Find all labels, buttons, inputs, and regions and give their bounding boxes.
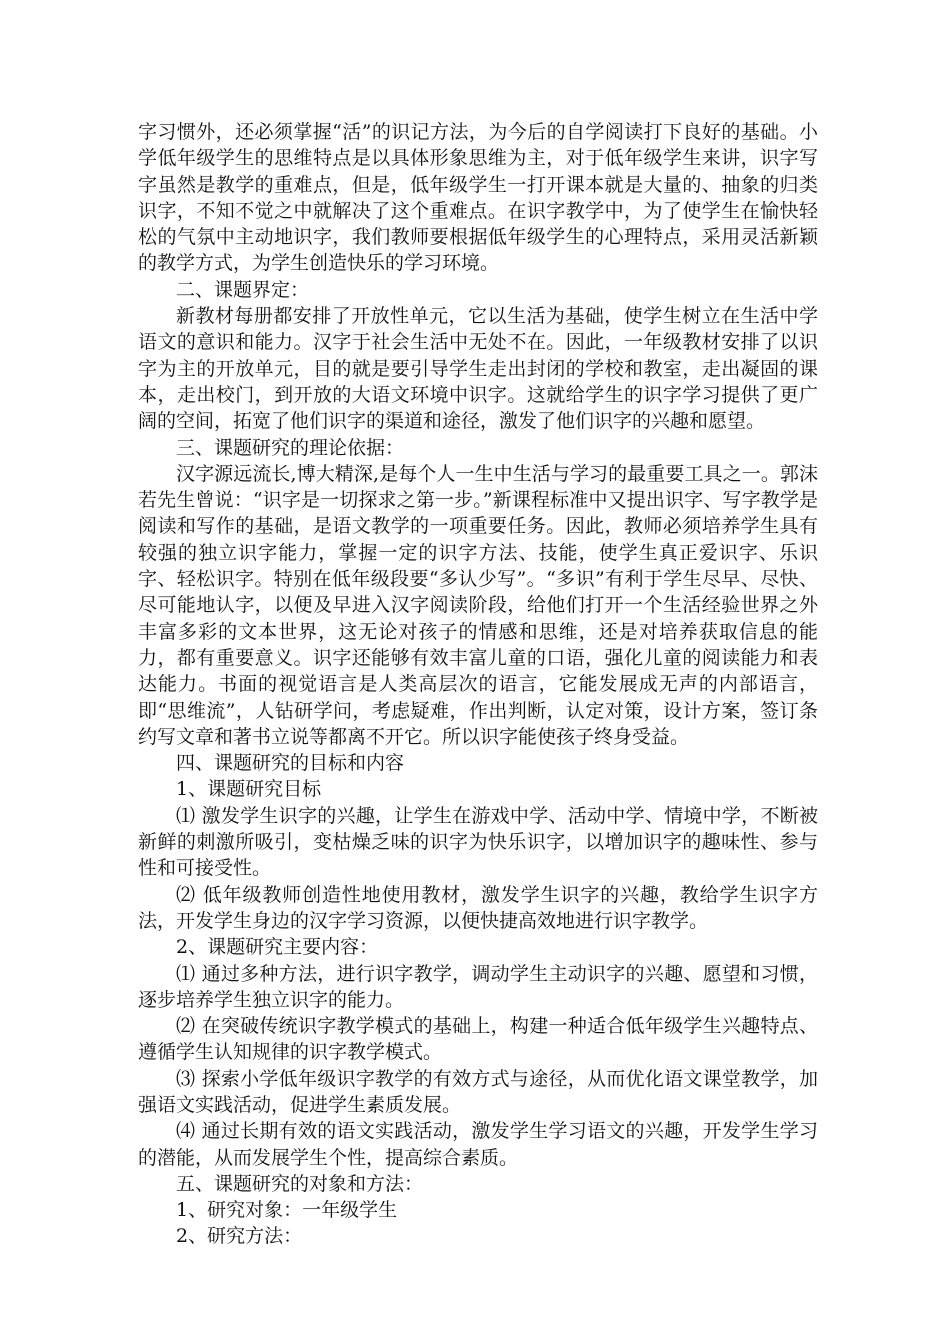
paragraph-theoretical-basis: 汉字源远流长,博大精深,是每个人一生中生活与学习的最重要工具之一。郭沫若先生曾说：“识字是一切探求之第一步。”新课程标准中又提出识字、写字教学是阅读和写作的基础，是语文教学的一项重要任务。因此，教师必须培养学生具有较强的独立识字能力，掌握一定的识字方法、技能，使学生真正爱识字、乐识字、轻松识字。特别在低年级段要“多认少写”。“多识”有利于学生尽早、尽快、尽可能地认字，以便及早进入汉字阅读阶段，给他们打开一个生活经验世界之外丰富多彩的文本世界，这无论对孩子的情感和思维，还是对培养获取信息的能力，都有重要意义。识字还能够有效丰富儿童的口语，强化儿童的阅读能力和表达能力。书面的视觉语言是人类高层次的语言，它能发展成无声的内部语言，即“思维流”，人钻研学问，考虑疑难，作出判断，认定对策，设计方案，签订条约写文章和著书立说等都离不开它。所以识字能使孩子终身受益。 xyxy=(138,462,818,748)
goal-item-2: ⑵ 低年级教师创造性地使用教材，激发学生识字的兴趣，教给学生识字方法，开发学生身边的汉字学习资源，以便快捷高效地进行识字教学。 xyxy=(138,883,818,932)
content-item-1: ⑴ 通过多种方法，进行识字教学，调动学生主动识字的兴趣、愿望和习惯，逐步培养学生独立识字的能力。 xyxy=(138,962,818,1011)
subheading-main-content: 2、课题研究主要内容： xyxy=(176,936,379,959)
subheading-research-goals: 1、课题研究目标 xyxy=(176,778,322,801)
heading-topic-definition: 二、课题界定： xyxy=(176,278,310,301)
content-item-2: ⑵ 在突破传统识字教学模式的基础上，构建一种适合低年级学生兴趣特点、遵循学生认知规律的识字教学模式。 xyxy=(138,1015,818,1064)
content-item-4: ⑷ 通过长期有效的语文实践活动，激发学生学习语文的兴趣，开发学生学习的潜能，从而发展学生个性，提高综合素质。 xyxy=(138,1120,818,1169)
paragraph-intro-continuation: 字习惯外，还必须掌握“活”的识记方法，为今后的自学阅读打下良好的基础。小学低年级学生的思维特点是以具体形象思维为主，对于低年级学生来讲，识字写字虽然是教学的重难点，但是，低年级学生一打开课本就是大量的、抽象的归类识字，不知不觉之中就解决了这个重难点。在识字教学中，为了使学生在愉快轻松的气氛中主动地识字，我们教师要根据低年级学生的心理特点，采用灵活新颖的教学方式，为学生创造快乐的学习环境。 xyxy=(138,121,818,275)
research-object-line: 1、研究对象：一年级学生 xyxy=(176,1199,398,1222)
heading-goals-and-content: 四、课题研究的目标和内容 xyxy=(176,752,405,775)
content-item-3: ⑶ 探索小学低年级识字教学的有效方式与途径，从而优化语文课堂教学，加强语文实践活动，促进学生素质发展。 xyxy=(138,1067,818,1116)
document-page xyxy=(138,119,818,1250)
research-method-line: 2、研究方法： xyxy=(176,1225,303,1248)
paragraph-topic-definition: 新教材每册都安排了开放性单元，它以生活为基础，使学生树立在生活中学语文的意识和能力。汉字于社会生活中无处不在。因此，一年级教材安排了以识字为主的开放单元，目的就是要引导学生走出封闭的学校和教室，走出凝固的课本，走出校门，到开放的大语文环境中识字。这就给学生的识字学习提供了更广阔的空间，拓宽了他们识字的渠道和途径，激发了他们识字的兴趣和愿望。 xyxy=(138,305,818,433)
heading-objects-and-methods: 五、课题研究的对象和方法： xyxy=(176,1172,424,1195)
heading-theoretical-basis: 三、课题研究的理论依据： xyxy=(176,436,405,459)
goal-item-1: ⑴ 激发学生识字的兴趣，让学生在游戏中学、活动中学、情境中学，不断被新鲜的刺激所吸引，变枯燥乏味的识字为快乐识字，以增加识字的趣味性、参与性和可接受性。 xyxy=(138,804,818,880)
